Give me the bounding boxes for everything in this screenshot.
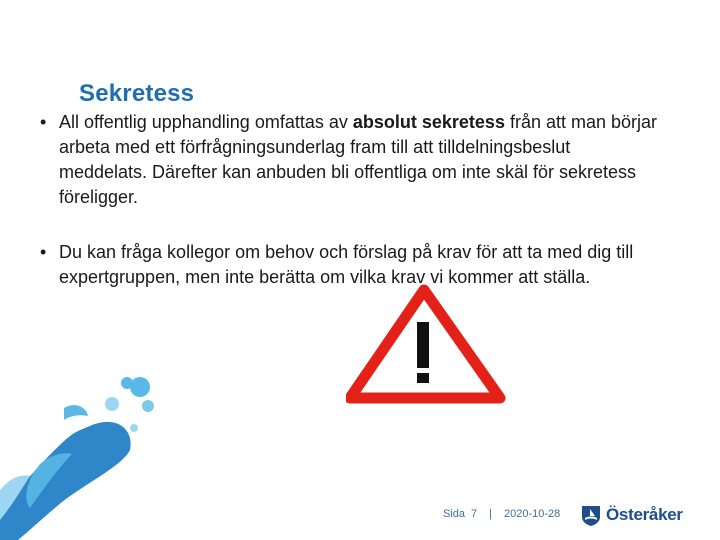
- bullet-text-start: All offentlig upphandling omfattas av: [59, 112, 353, 132]
- slide-title: Sekretess: [79, 80, 195, 107]
- page-number: 7: [471, 508, 478, 520]
- bullet-text: Du kan fråga kollegor om behov och förslag på krav för att ta med dig till expertgruppen, men inte berätta om vilka krav vi kommer att ställa.: [59, 242, 634, 287]
- logo-text: Österåker: [606, 505, 683, 524]
- footer: [443, 508, 560, 520]
- bullet-item-colleagues: [40, 240, 660, 290]
- dolphin-bubbles-decoration: [0, 370, 170, 540]
- footer-separator: |: [489, 508, 493, 520]
- osteraker-logo: [580, 502, 683, 528]
- bullet-text-end: från att man börjar arbeta med ett förfrågningsunderlag fram till att tilldelningsbeslut meddelats. Därefter kan anbuden bli offentliga om inte skäl för sekretess föreligger.: [59, 112, 658, 207]
- footer-date: 2020-10-28: [504, 508, 561, 520]
- bullet-item-confidentiality: [40, 110, 660, 210]
- bullet-text-bold: absolut sekretess: [352, 112, 505, 132]
- bullet-marker: •: [40, 112, 47, 132]
- osteraker-logo-icon: [580, 503, 602, 527]
- page-label: Sida: [443, 508, 466, 520]
- warning-triangle-icon: [346, 284, 506, 404]
- bullet-marker: •: [40, 242, 47, 262]
